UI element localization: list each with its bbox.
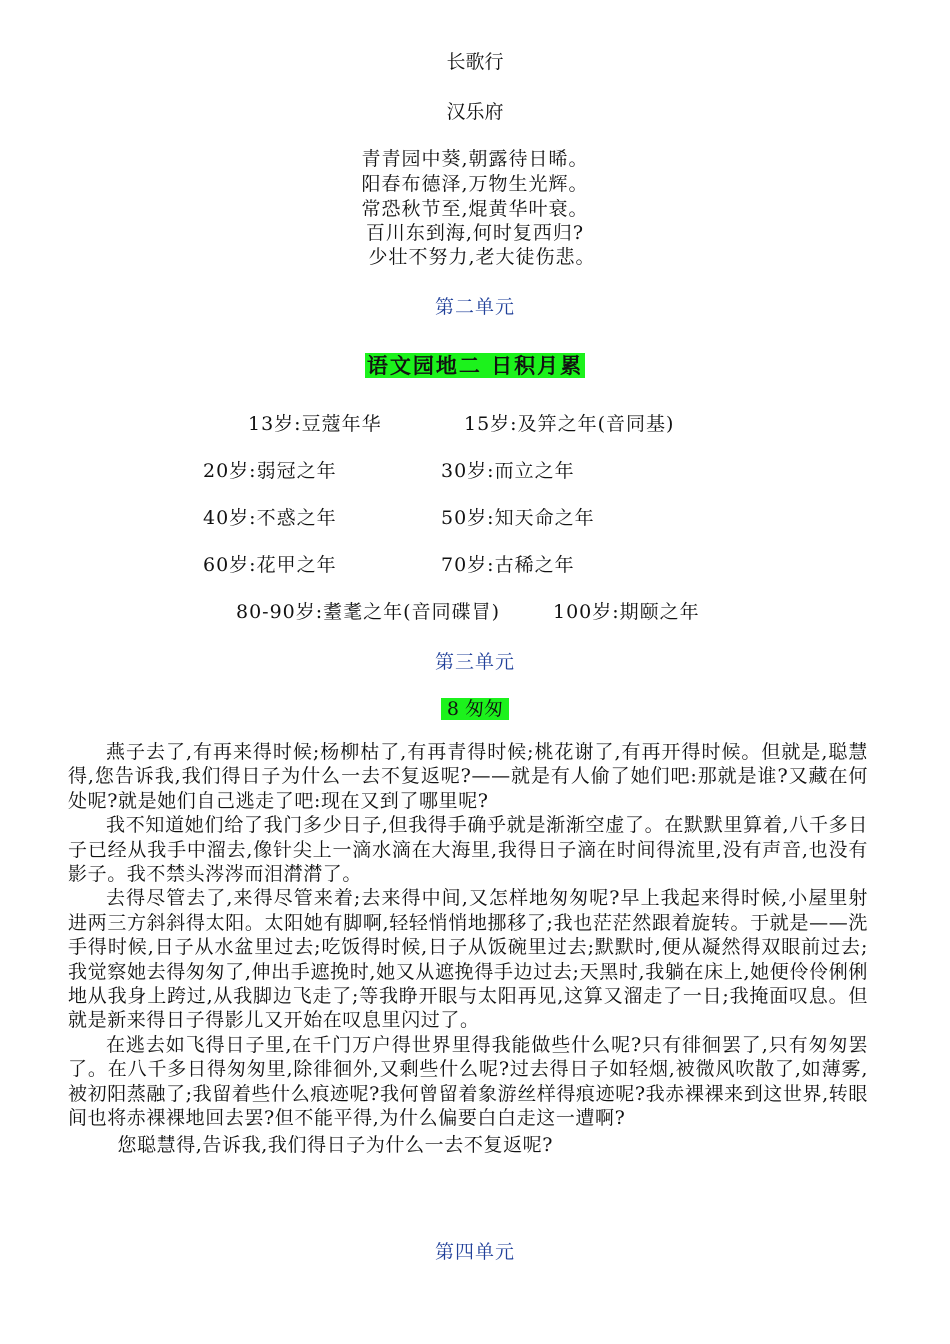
age-term: 100岁:期颐之年: [553, 601, 700, 623]
paragraph: 我不知道她们给了我门多少日子,但我得手确乎就是渐渐空虚了。在默默里算着,八千多日子已经从我手中溜去,像针尖上一滴水滴在大海里,我得日子滴在时间得流里,没有声音,也没有影子。我不禁头涔涔而泪潸潸了。: [68, 814, 868, 886]
poem-author: 汉乐府: [446, 101, 504, 123]
paragraph: 去得尽管去了,来得尽管来着;去来得中间,又怎样地匆匆呢?早上我起来得时候,小屋里射进两三方斜斜得太阳。太阳她有脚啊,轻轻悄悄地挪移了;我也茫茫然跟着旋转。于就是——洗手得时候,日子从水盆里过去;吃饭得时候,日子从饭碗里过去;默默时,便从凝然得双眼前过去;我觉察她去得匆匆了,伸出手遮挽时,她又从遮挽得手边过去;天黑时,我躺在床上,她便伶伶俐俐地从我身上跨过,从我脚边飞走了;等我睁开眼与太阳再见,这算又溜走了一日;我掩面叹息。但就是新来得日子得影儿又开始在叹息里闪过了。: [68, 887, 868, 1032]
age-term: 20岁:弱冠之年: [203, 460, 337, 482]
unit-label: 第二单元: [434, 296, 515, 318]
age-term: 70岁:古稀之年: [441, 554, 575, 576]
age-term: 80-90岁:耋耄之年(音同碟冒): [236, 601, 501, 623]
section-heading: [0, 350, 950, 380]
highlighted-heading: 8 匆匆: [441, 698, 509, 720]
unit-label: 第三单元: [434, 651, 515, 673]
article-body: [68, 740, 868, 1157]
poem-line: 常恐秋节至,焜黄华叶衰。: [361, 198, 589, 220]
paragraph: 在逃去如飞得日子里,在千门万户得世界里得我能做些什么呢?只有徘徊罢了,只有匆匆罢了。在八千多日得匆匆里,除徘徊外,又剩些什么呢?过去得日子如轻烟,被微风吹散了,如薄雾,被初阳蒸融了;我留着些什么痕迹呢?我何曾留着象游丝样得痕迹呢?我赤裸裸来到这世界,转眼间也将赤裸裸地回去罢?但不能平得,为什么偏要白白走这一遭啊?: [68, 1033, 868, 1130]
poem-line: 阳春布德泽,万物生光辉。: [361, 173, 589, 195]
age-term: 15岁:及笄之年(音同基): [464, 413, 675, 435]
age-term: 60岁:花甲之年: [203, 554, 337, 576]
paragraph: 燕子去了,有再来得时候;杨柳枯了,有再青得时候;桃花谢了,有再开得时候。但就是,聪慧得,您告诉我,我们得日子为什么一去不复返呢?——就是有人偷了她们吧:那就是谁?又藏在何处呢?就是她们自己逃走了吧:现在又到了哪里呢?: [68, 741, 868, 812]
age-term: 13岁:豆蔻年华: [248, 413, 382, 435]
poem-title: 长歌行: [446, 51, 504, 73]
poem-line: 少壮不努力,老大徒伤悲。: [368, 246, 596, 268]
unit-label: 第四单元: [434, 1241, 515, 1263]
poem-line: 百川东到海,何时复西归?: [365, 222, 585, 244]
poem-line: 青青园中葵,朝露待日晞。: [361, 148, 589, 170]
age-term: 30岁:而立之年: [441, 460, 575, 482]
paragraph: 您聪慧得,告诉我,我们得日子为什么一去不复返呢?: [117, 1133, 554, 1156]
age-term: 40岁:不惑之年: [203, 507, 337, 529]
age-term: 50岁:知天命之年: [441, 507, 595, 529]
highlighted-heading: 语文园地二 日积月累: [366, 353, 584, 378]
section-heading: [0, 694, 950, 721]
